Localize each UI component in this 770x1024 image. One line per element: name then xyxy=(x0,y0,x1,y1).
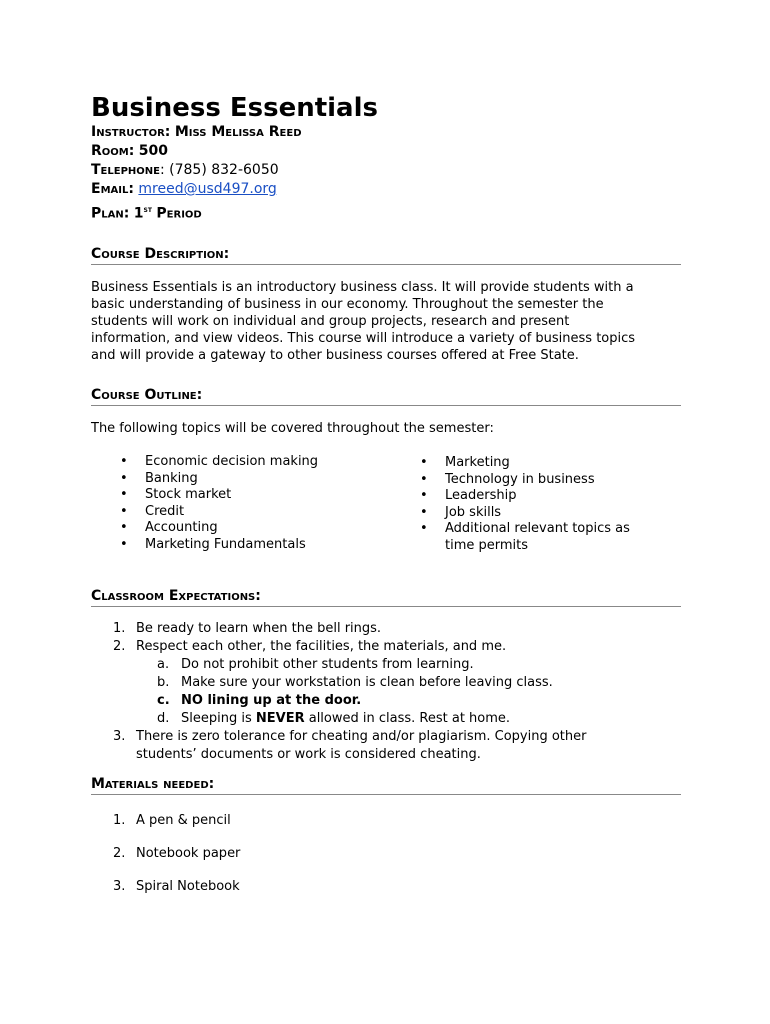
expectation-text-emphasis: NEVER xyxy=(255,711,305,726)
list-item xyxy=(136,710,681,728)
email-link[interactable]: mreed@usd497.org xyxy=(138,181,277,197)
topic-label: Accounting xyxy=(145,520,218,536)
bullet-icon: • xyxy=(120,487,128,503)
item-letter: a. xyxy=(157,657,170,672)
topic-label: Banking xyxy=(145,470,198,486)
expectation-text: Make sure your workstation is clean before leaving class. xyxy=(181,675,553,690)
material-text: Notebook paper xyxy=(136,846,241,861)
bullet-icon: • xyxy=(120,470,128,486)
description-line: Business Essentials is an introductory business class. It will provide students with a xyxy=(91,280,634,295)
bullet-icon: • xyxy=(120,454,128,469)
item-number: 3. xyxy=(113,879,126,894)
expectations-list xyxy=(91,620,681,764)
item-number: 2. xyxy=(113,846,126,861)
list-item xyxy=(120,487,390,504)
plan-suffix: st xyxy=(143,205,152,214)
description-line: information, and view videos. This course will introduce a variety of business topics xyxy=(91,331,636,346)
item-number: 2. xyxy=(113,639,126,654)
topic-label: Stock market xyxy=(145,487,232,503)
description-line: basic understanding of business in our economy. Throughout the semester the xyxy=(91,297,604,312)
list-item xyxy=(420,538,680,555)
list-item xyxy=(420,455,680,472)
plan-value: Period xyxy=(156,205,202,222)
item-letter: c. xyxy=(157,693,170,708)
item-number: 1. xyxy=(113,621,126,636)
description-line: students will work on individual and group projects, research and present xyxy=(91,314,570,329)
list-item xyxy=(120,537,390,554)
plan-label: Plan: xyxy=(91,205,130,222)
list-item xyxy=(420,472,680,489)
bullet-icon: • xyxy=(420,504,428,520)
topic-label: Marketing xyxy=(445,455,510,470)
list-item xyxy=(91,728,681,764)
description-line: and will provide a gateway to other business courses offered at Free State. xyxy=(91,348,579,363)
bullet-icon: • xyxy=(420,521,428,537)
bullet-icon: • xyxy=(120,536,128,552)
expectation-text: NO lining up at the door. xyxy=(181,693,362,708)
list-item xyxy=(420,505,680,522)
topic-label: Technology in business xyxy=(445,471,595,487)
topic-label: Marketing Fundamentals xyxy=(145,536,306,552)
telephone-line xyxy=(91,161,279,180)
list-item xyxy=(91,638,681,728)
plan-number: 1 xyxy=(133,205,144,222)
bullet-icon: • xyxy=(420,471,428,487)
expectations-sublist xyxy=(136,656,681,728)
plan-line xyxy=(91,200,202,224)
instructor-label: Instructor: xyxy=(91,124,171,140)
instructor-line xyxy=(91,123,302,142)
item-letter: d. xyxy=(157,711,170,726)
topic-label: Leadership xyxy=(445,488,517,504)
expectation-text-pre: Sleeping is xyxy=(181,711,256,726)
list-item xyxy=(136,656,681,674)
expectation-text-post: allowed in class. Rest at home. xyxy=(304,711,511,726)
item-letter: b. xyxy=(157,675,170,690)
email-line xyxy=(91,180,277,199)
email-label: Email: xyxy=(91,181,134,197)
material-text: A pen & pencil xyxy=(136,813,231,828)
room-value: 500 xyxy=(138,143,169,159)
expectation-text: There is zero tolerance for cheating and/or plagiarism. Copying other xyxy=(136,729,587,744)
topic-label-continued: time permits xyxy=(445,537,529,553)
bullet-icon: • xyxy=(420,455,428,470)
list-item xyxy=(420,488,680,505)
outline-right-list xyxy=(420,455,680,555)
course-outline-heading: Course Outline: xyxy=(91,386,681,406)
list-item xyxy=(120,504,390,521)
course-description-heading: Course Description: xyxy=(91,245,681,265)
list-item xyxy=(120,471,390,488)
materials-heading: Materials needed: xyxy=(91,775,681,795)
expectation-text-continued: students’ documents or work is considered cheating. xyxy=(136,747,481,762)
list-item xyxy=(91,620,681,638)
instructor-value: Miss Melissa Reed xyxy=(174,124,302,140)
telephone-label: Telephone xyxy=(91,162,160,178)
topic-label: Economic decision making xyxy=(145,454,319,469)
room-label: Room: xyxy=(91,143,135,159)
room-line xyxy=(91,142,168,161)
material-text: Spiral Notebook xyxy=(136,879,240,894)
list-item xyxy=(120,454,390,471)
topic-label: Job skills xyxy=(445,504,502,520)
expectation-text: Be ready to learn when the bell rings. xyxy=(136,621,382,636)
list-item xyxy=(136,674,681,692)
page-title: Business Essentials xyxy=(91,93,378,123)
bullet-icon: • xyxy=(420,488,428,504)
course-outline-intro: The following topics will be covered throughout the semester: xyxy=(91,421,494,436)
course-description-text xyxy=(91,279,681,364)
item-number: 1. xyxy=(113,813,126,828)
list-item xyxy=(420,521,680,538)
expectations-heading: Classroom Expectations: xyxy=(91,587,681,607)
topic-label: Credit xyxy=(145,503,185,519)
outline-left-list xyxy=(120,454,390,554)
telephone-value: : (785) 832-6050 xyxy=(159,162,279,178)
item-number: 3. xyxy=(113,729,126,744)
expectation-text: Respect each other, the facilities, the materials, and me. xyxy=(136,639,507,654)
list-item xyxy=(136,692,681,710)
expectation-text: Do not prohibit other students from learning. xyxy=(181,657,474,672)
topic-label: Additional relevant topics as xyxy=(445,521,630,537)
list-item xyxy=(120,520,390,537)
bullet-icon: • xyxy=(120,520,128,536)
bullet-icon: • xyxy=(120,503,128,519)
